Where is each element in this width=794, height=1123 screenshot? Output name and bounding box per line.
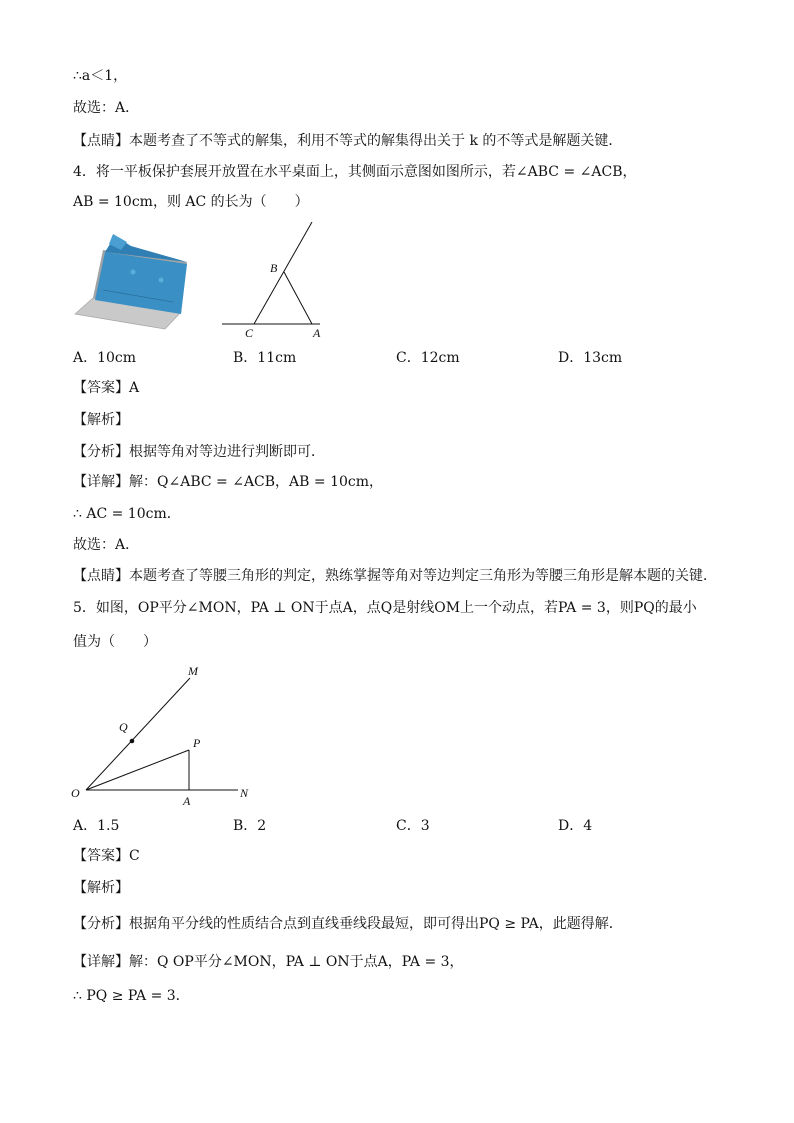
q4-stem-1: 4．将一平板保护套展开放置在水平桌面上，其侧面示意图如图所示，若∠ABC = ∠ACB， [73, 164, 637, 180]
q5-label-a: A [183, 794, 191, 808]
line-choose-a: 故选：A． [73, 100, 140, 116]
q4-answer: 【答案】A [73, 380, 140, 396]
line-a-lt-1: ∴a＜1， [73, 68, 128, 84]
q5-label-q: Q [119, 720, 128, 734]
q5-option-a[interactable]: A．1.5 [73, 818, 120, 834]
q5-option-d[interactable]: D．4 [558, 818, 593, 834]
q5-label-m: M [188, 664, 198, 678]
q5-label-o: O [71, 786, 80, 800]
q4-label-b: B [270, 261, 278, 275]
q4-analysis: 【分析】根据等角对等边进行判断即可． [73, 444, 325, 460]
q4-triangle-figure [216, 218, 336, 342]
line-comment-3: 【点睛】本题考查了不等式的解集，利用不等式的解集得出关于 k 的不等式是解题关键． [73, 133, 623, 149]
q4-stem-2: AB = 10cm，则 AC 的长为（ ） [73, 194, 309, 210]
q4-detail: 【详解】解：Q∠ABC = ∠ACB，AB = 10cm， [73, 474, 384, 490]
q5-label-n: N [240, 786, 249, 800]
q4-analysis-heading: 【解析】 [73, 412, 129, 428]
q4-label-a: A [313, 326, 321, 340]
q5-detail: 【详解】解：Q OP平分∠MON，PA ⊥ ON于点A，PA = 3， [73, 954, 464, 970]
tablet-case-image [73, 232, 195, 330]
q4-conclusion: ∴ AC = 10cm． [73, 506, 181, 522]
q5-option-b[interactable]: B．2 [233, 818, 267, 834]
q4-option-b[interactable]: B．11cm [233, 350, 297, 366]
q5-conclusion: ∴ PQ ≥ PA = 3． [73, 988, 190, 1004]
q4-option-d[interactable]: D．13cm [558, 350, 623, 366]
q4-comment: 【点睛】本题考查了等腰三角形的判定，熟练掌握等角对等边判定三角形为等腰三角形是解本题的关键． [73, 568, 717, 584]
q5-analysis-heading: 【解析】 [73, 880, 129, 896]
q5-answer: 【答案】C [73, 848, 140, 864]
q4-option-a[interactable]: A．10cm [73, 350, 137, 366]
q4-choose: 故选：A． [73, 537, 140, 553]
q4-option-c[interactable]: C．12cm [396, 350, 460, 366]
q5-analysis: 【分析】根据角平分线的性质结合点到直线垂线段最短，即可得出PQ ≥ PA，此题得解． [73, 916, 623, 932]
q5-angle-figure [66, 660, 266, 808]
q5-label-p: P [193, 736, 201, 750]
q5-stem-1: 5．如图，OP平分∠MON，PA ⊥ ON于点A，点Q是射线OM上一个动点，若PA = 3，则PQ的最小 [73, 600, 697, 616]
q4-label-c: C [245, 326, 254, 340]
q5-stem-2: 值为（ ） [73, 634, 157, 650]
q5-option-c[interactable]: C．3 [396, 818, 430, 834]
